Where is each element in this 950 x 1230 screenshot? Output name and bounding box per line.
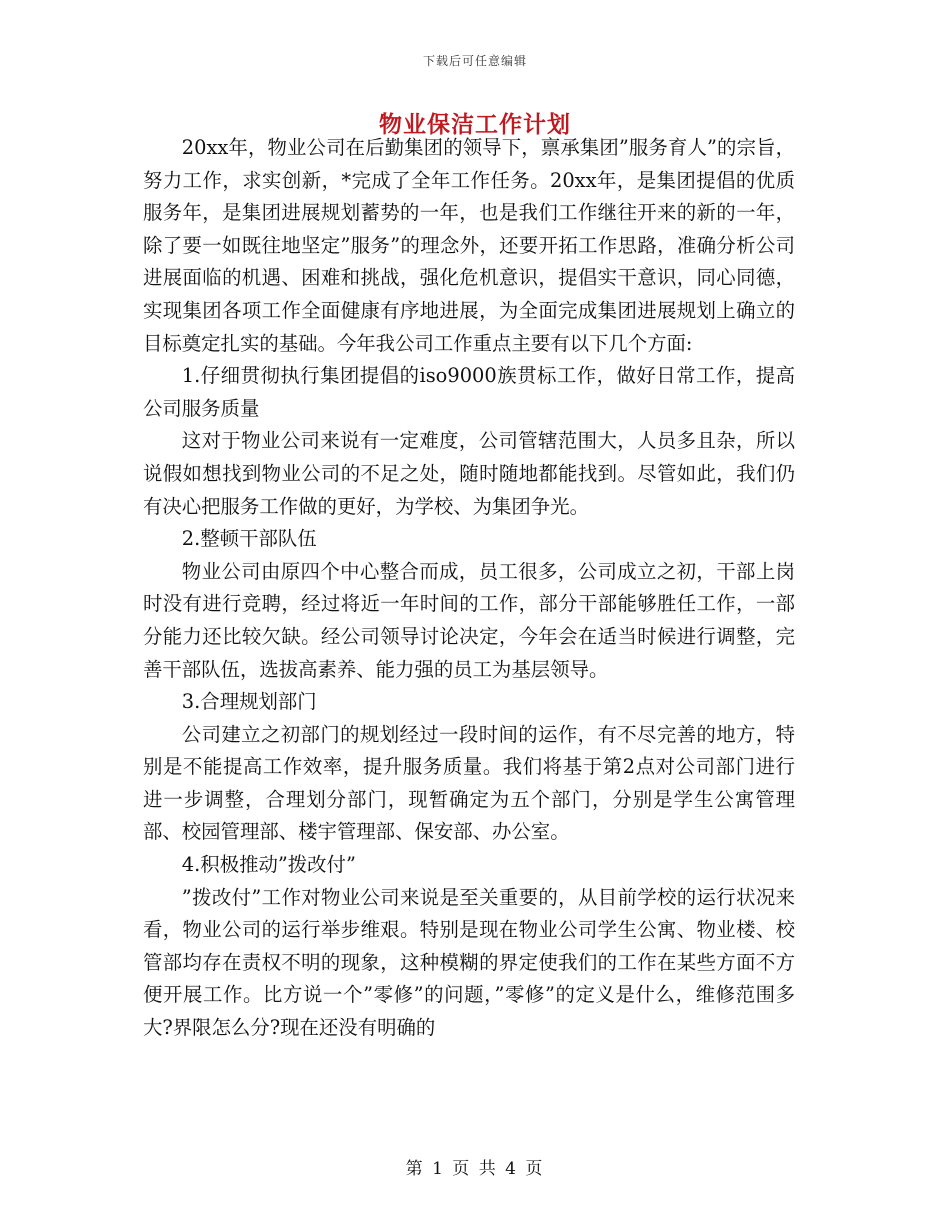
paragraph-3: 公司建立之初部门的规划经过一段时间的运作，有不尽完善的地方，特别是不能提高工作效率，提升服务质量。我们将基于第2点对公司部门进行进一步调整，合理划分部门，现暂确定为五个部门，分别是学生公寓管理部、校园管理部、楼宇管理部、保安部、办公室。: [143, 722, 795, 844]
header-note: 下载后可任意编辑: [422, 54, 527, 68]
paragraph-1: 这对于物业公司来说有一定难度，公司管辖范围大，人员多且杂，所以说假如想找到物业公司的不足之处，随时随地都能找到。尽管如此，我们仍有决心把服务工作做的更好，为学校、为集团争光。: [143, 429, 795, 518]
footer-page-suffix: 页: [525, 1159, 545, 1179]
paragraph-intro: 20xx年，物业公司在后勤集团的领导下，禀承集团”服务育人”的宗旨，努力工作，求实创新，*完成了全年工作任务。20xx年，是集团提倡的优质服务年，是集团进展规划蓄势的一年，也是我们工作继往开来的新的一年，除了要一如既往地坚定”服务”的理念外，还要开拓工作思路，准确分析公司进展面临的机遇、困难和挑战，强化危机意识，提倡实干意识，同心同德，实现集团各项工作全面健康有序地进展，为全面完成集团进展规划上确立的目标奠定扎实的基础。今年我公司工作重点主要有以下几个方面:: [143, 136, 795, 355]
section-heading-1: 1.仔细贯彻执行集团提倡的iso9000族贯标工作，做好日常工作，提高公司服务质量: [143, 364, 795, 420]
footer-page-prefix: 第: [405, 1159, 425, 1179]
section-heading-3: 3.合理规划部门: [181, 690, 317, 714]
section-heading-2: 2.整顿干部队伍: [181, 527, 317, 551]
page-footer: [0, 1154, 950, 1179]
paragraph-4: ”拨改付”工作对物业公司来说是至关重要的，从目前学校的运行状况来看，物业公司的运行举步维艰。特别是现在物业公司学生公寓、物业楼、校管部均存在责权不明的现象，这种模糊的界定使我们的工作在某些方面不方便开展工作。比方说一个”零修”的问题，”零修”的定义是什么，维修范围多大?界限怎么分?现在还没有明确的: [143, 885, 795, 1040]
paragraph-2: 物业公司由原四个中心整合而成，员工很多，公司成立之初，干部上岗时没有进行竞聘，经过将近一年时间的工作，部分干部能够胜任工作，一部分能力还比较欠缺。经公司领导讨论决定，今年会在适当时候进行调整，完善干部队伍，选拔高素养、能力强的员工为基层领导。: [143, 559, 795, 681]
footer-page-mid: 页 共: [452, 1159, 498, 1179]
document-title: 物业保洁工作计划: [379, 111, 571, 138]
document-body: [143, 132, 795, 1045]
footer-page-number: 1: [432, 1159, 445, 1179]
section-heading-4: 4.积极推动”拨改付”: [181, 853, 356, 877]
footer-page-total: 4: [505, 1159, 518, 1179]
